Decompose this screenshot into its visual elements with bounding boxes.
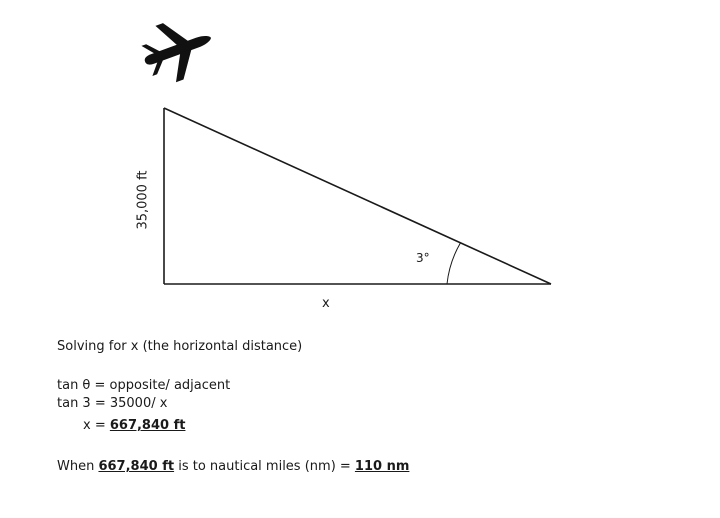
conversion-line: [57, 459, 409, 475]
hypotenuse: [164, 108, 551, 284]
solution-intro: Solving for x (the horizontal distance): [57, 339, 303, 354]
angle-label: 3°: [416, 251, 430, 265]
result-line: [83, 418, 185, 434]
adjacent-side-label: x: [322, 296, 330, 311]
result-value: 667,840 ft: [109, 418, 186, 433]
angle-arc: [447, 243, 460, 284]
conversion-prefix: When: [57, 459, 99, 474]
result-prefix: x =: [83, 418, 110, 433]
opposite-side-label: 35,000 ft: [135, 170, 151, 230]
conversion-middle: is to nautical miles (nm) =: [174, 459, 355, 474]
airplane-icon: [135, 9, 221, 89]
substitution-line: tan 3 = 35000/ x: [57, 396, 168, 411]
formula-line: tan θ = opposite/ adjacent: [57, 378, 231, 393]
conversion-value: 667,840 ft: [98, 459, 175, 474]
conversion-result: 110 nm: [354, 459, 410, 474]
